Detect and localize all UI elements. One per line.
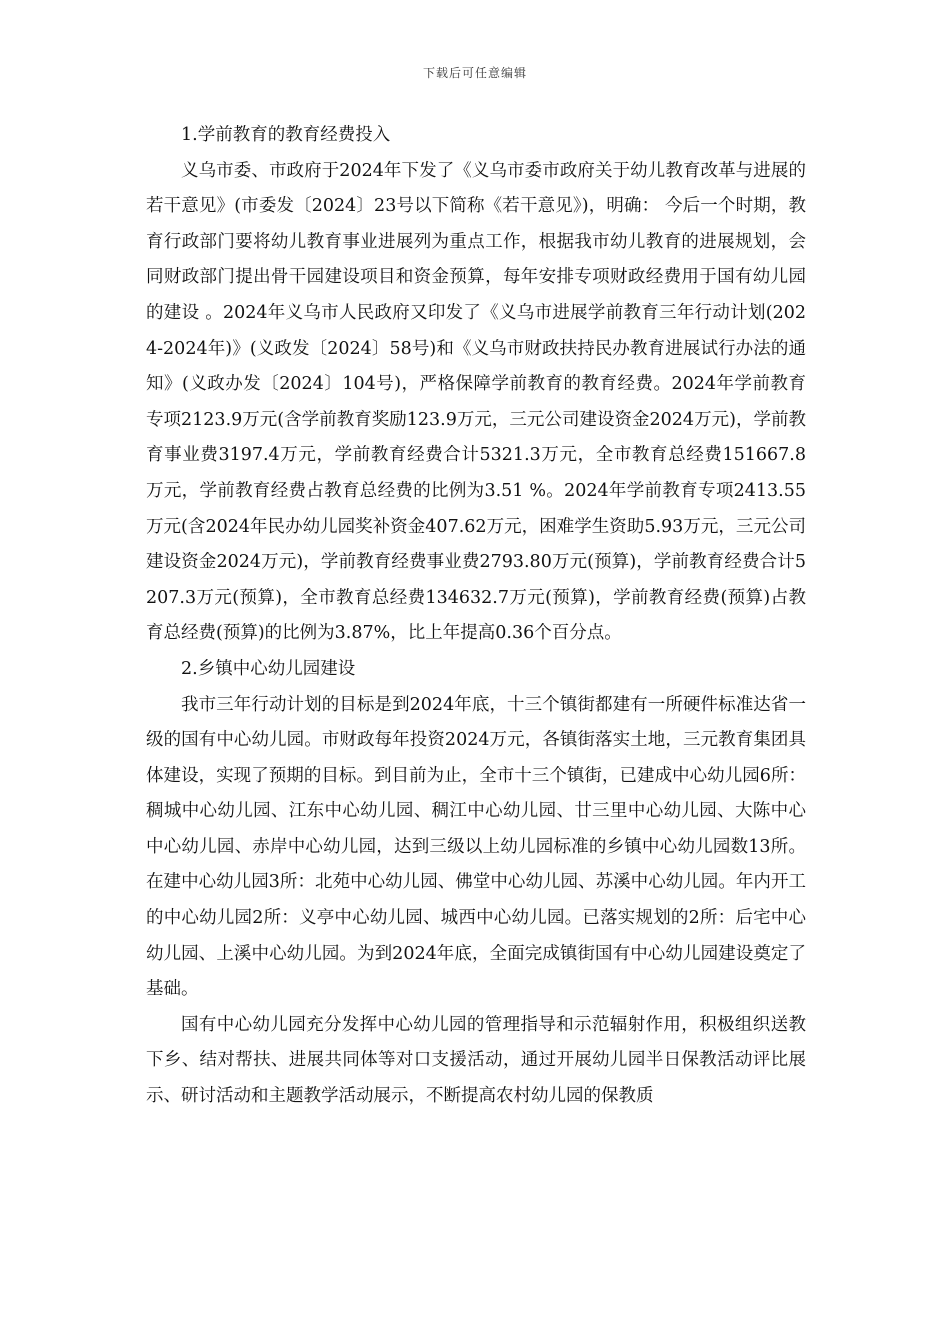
document-body bbox=[146, 118, 806, 1115]
section-heading-funding: 1.学前教育的教育经费投入 bbox=[181, 125, 391, 145]
paragraph-kindergarten-construction: 我市三年行动计划的目标是到2024年底，十三个镇街都建有一所硬件标准达省一级的国有中心幼儿园。市财政每年投资2024万元，各镇街落实土地，三元教育集团具体建设，实现了预期的目标。到目前为止，全市十三个镇街，已建成中心幼儿园6所：稠城中心幼儿园、江东中心幼儿园、稠江中心幼儿园、廿三里中心幼儿园、大陈中心中心幼儿园、赤岸中心幼儿园，达到三级以上幼儿园标准的乡镇中心幼儿园数13所。在建中心幼儿园3所：北苑中心幼儿园、佛堂中心幼儿园、苏溪中心幼儿园。年内开工的中心幼儿园2所：义亭中心幼儿园、城西中心幼儿园。已落实规划的2所：后宅中心幼儿园、上溪中心幼儿园。为到2024年底，全面完成镇街国有中心幼儿园建设奠定了基础。 bbox=[146, 694, 806, 1000]
paragraph-funding: 义乌市委、市政府于2024年下发了《义乌市委市政府关于幼儿教育改革与进展的若干意见》(市委发〔2024〕23号以下简称《若干意见》)，明确： 今后一个时期，教育行政部门要将幼儿教育事业进展列为重点工作，根据我市幼儿教育的进展规划，会同财政部门提出骨干园建设项目和资金预算，每年安排专项财政经费用于国有幼儿园的建设 。2024年义乌市人民政府又印发了《义乌市进展学前教育三年行动计划(2024-2024年)》(义政发〔2024〕58号)和《义乌市财政扶持民办教育进展试行办法的通知》(义政办发〔2024〕104号)，严格保障学前教育的教育经费。2024年学前教育专项2123.9万元(含学前教育奖励123.9万元，三元公司建设资金2024万元)，学前教育事业费3197.4万元，学前教育经费合计5321.3万元，全市教育总经费151667.8万元，学前教育经费占教育总经费的比例为3.51 %。2024年学前教育专项2413.55万元(含2024年民办幼儿园奖补资金407.62万元，困难学生资助5.93万元，三元公司建设资金2024万元)，学前教育经费事业费2793.80万元(预算)，学前教育经费合计5207.3万元(预算)，全市教育总经费134632.7万元(预算)，学前教育经费(预算)占教育总经费(预算)的比例为3.87%，比上年提高0.36个百分点。 bbox=[146, 160, 806, 644]
page-header-note: 下载后可任意编辑 bbox=[422, 66, 527, 80]
section-heading-kindergarten-construction: 2.乡镇中心幼儿园建设 bbox=[181, 658, 356, 679]
paragraph-demonstration-role: 国有中心幼儿园充分发挥中心幼儿园的管理指导和示范辐射作用，积极组织送教下乡、结对帮扶、进展共同体等对口支援活动，通过开展幼儿园半日保教活动评比展示、研讨活动和主题教学活动展示，不断提高农村幼儿园的保教质 bbox=[146, 1014, 806, 1107]
